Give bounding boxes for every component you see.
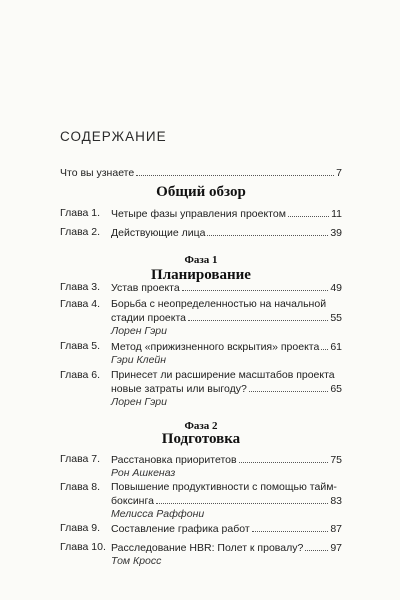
leader-dots <box>188 311 328 321</box>
entry-author: Рон Ашкеназ <box>111 467 176 479</box>
entry-title: Метод «прижизненного вскрытия» проекта <box>111 341 320 353</box>
entry-title: Расстановка приоритетов <box>111 454 237 466</box>
entry-title: Расследование HBR: Полет к провалу? <box>111 542 304 554</box>
entry-page: 83 <box>330 495 342 507</box>
chapter-number: Глава 5. <box>60 340 101 352</box>
entry-title: Действующие лица <box>111 227 206 239</box>
toc-heading: СОДЕРЖАНИЕ <box>60 129 167 144</box>
entry-page: 11 <box>331 208 342 220</box>
entry-title: Четыре фазы управления проектом <box>111 208 286 220</box>
entry-title-line: Повышение продуктивности с помощью тайм- <box>111 481 337 493</box>
entry-page: 55 <box>330 312 342 324</box>
entry-title: Составление графика работ <box>111 523 250 535</box>
chapter-number: Глава 2. <box>60 226 101 238</box>
entry-page: 87 <box>330 523 342 535</box>
entry-title-line: Борьба с неопределенностью на начальной <box>111 298 327 310</box>
entry-page: 39 <box>330 227 342 239</box>
entry-title-line: новые затраты или выгоду? <box>111 383 247 395</box>
leader-dots <box>249 382 329 392</box>
section-title-overview: Общий обзор <box>156 184 246 200</box>
chapter-number: Глава 6. <box>60 369 101 381</box>
leader-dots <box>182 281 329 291</box>
entry-title: Устав проекта <box>111 282 180 294</box>
entry-title-line: стадии проекта <box>111 312 187 324</box>
chapter-number: Глава 9. <box>60 522 101 534</box>
chapter-number: Глава 3. <box>60 281 101 293</box>
entry-page: 49 <box>330 282 342 294</box>
leader-dots <box>305 541 328 551</box>
entry-author: Лорен Гэри <box>111 325 167 337</box>
entry-author: Том Кросс <box>111 555 162 567</box>
chapter-number: Глава 4. <box>60 298 101 310</box>
entry-title-line: боксинга <box>111 495 154 507</box>
leader-dots <box>288 207 329 217</box>
phase-label-2: Фаза 2 <box>184 420 218 432</box>
leader-dots <box>207 226 328 236</box>
entry-page: 61 <box>330 341 342 353</box>
chapter-number: Глава 8. <box>60 481 101 493</box>
entry-author: Лорен Гэри <box>111 396 167 408</box>
section-title-planning: Планирование <box>151 267 251 283</box>
entry-title: Что вы узнаете <box>60 167 135 179</box>
section-title-preparation: Подготовка <box>161 431 241 447</box>
chapter-number: Глава 10. <box>60 541 106 553</box>
entry-author: Гэри Клейн <box>111 354 167 366</box>
leader-dots <box>239 453 329 463</box>
entry-page: 7 <box>336 167 342 179</box>
leader-dots <box>321 340 328 350</box>
leader-dots <box>136 166 334 176</box>
entry-page: 75 <box>330 454 342 466</box>
entry-author: Мелисса Раффони <box>111 508 205 520</box>
toc-entry-intro[interactable] <box>60 166 342 179</box>
chapter-number: Глава 1. <box>60 207 101 219</box>
leader-dots <box>252 522 329 532</box>
entry-title-line: Принесет ли расширение масштабов проекта <box>111 369 335 381</box>
entry-page: 97 <box>330 542 342 554</box>
phase-label-1: Фаза 1 <box>184 254 218 266</box>
chapter-number: Глава 7. <box>60 453 101 465</box>
entry-page: 65 <box>330 383 342 395</box>
leader-dots <box>156 494 328 504</box>
